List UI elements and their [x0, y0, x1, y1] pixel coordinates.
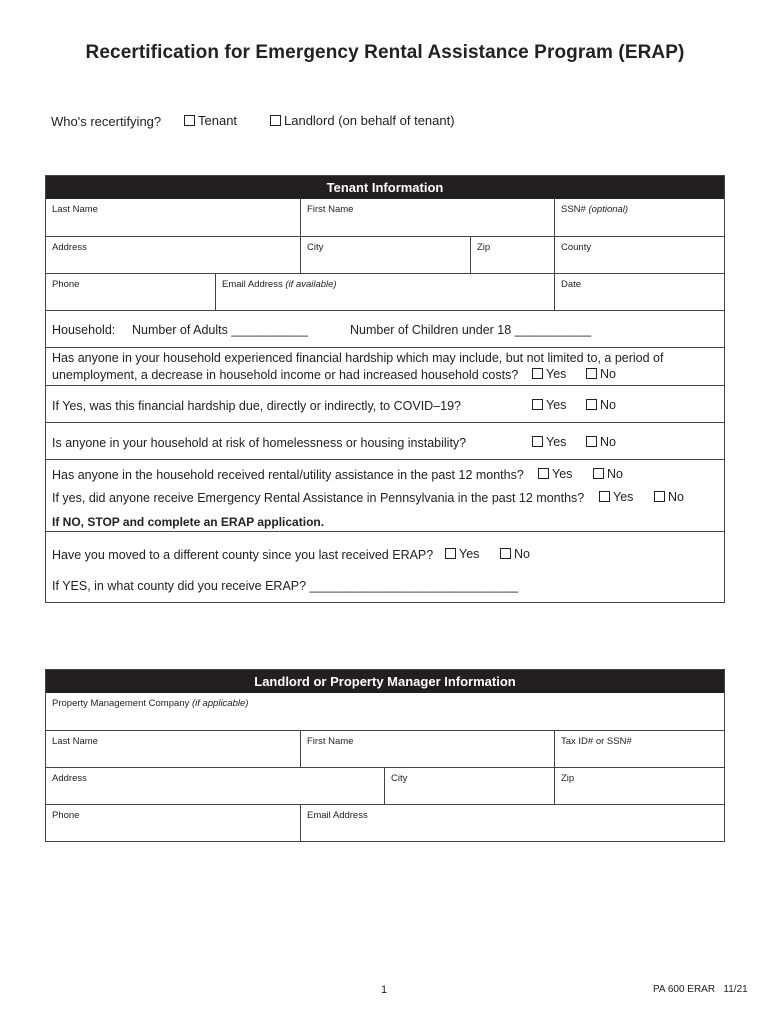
assistance-question: Has anyone in the household received rental/utility assistance in the past 12 months? [52, 468, 524, 482]
landlord-phone-field[interactable] [46, 805, 300, 841]
stop-note: If NO, STOP and complete an ERAP application. [52, 515, 325, 529]
covid-question: If Yes, was this financial hardship due, directly or indirectly, to COVID–19? [52, 399, 462, 413]
form-date-text: 11/21 [723, 984, 748, 995]
moved-no-checkbox[interactable] [500, 548, 511, 559]
county-label: County [561, 242, 592, 253]
tenant-phone-field[interactable] [46, 274, 215, 310]
form-code-text: PA 600 ERAR [653, 984, 716, 995]
hardship-question-line1: Has anyone in your household experienced financial hardship which may include, but not limited to, a period of [52, 351, 664, 365]
hardship-no-option[interactable] [586, 367, 616, 381]
first-name-label: First Name [307, 736, 354, 747]
tenant-contact-row [46, 273, 724, 310]
tenant-name-row [46, 199, 724, 236]
landlord-tax-id-field[interactable] [554, 731, 724, 767]
erap-pa-question: If yes, did anyone receive Emergency Rental Assistance in Pennsylvania in the past 12 months? [52, 491, 585, 505]
landlord-option-label: Landlord (on behalf of tenant) [284, 113, 455, 128]
assistance-yes-option[interactable] [538, 467, 572, 481]
landlord-last-name-field[interactable] [46, 731, 300, 767]
landlord-zip-field[interactable] [554, 768, 724, 804]
yes-label: Yes [613, 490, 634, 504]
tenant-information-header: Tenant Information [46, 176, 724, 199]
tenant-date-field[interactable] [554, 274, 724, 310]
yes-label: Yes [546, 435, 567, 449]
yes-label: Yes [552, 467, 573, 481]
no-label: No [607, 467, 623, 481]
number-of-adults-field[interactable]: Number of Adults ___________ [132, 323, 308, 337]
tenant-option-label: Tenant [198, 113, 238, 128]
tenant-option[interactable] [184, 113, 237, 128]
date-label: Date [561, 279, 582, 290]
tenant-first-name-field[interactable] [300, 199, 554, 236]
erap-pa-no-checkbox[interactable] [654, 491, 665, 502]
covid-no-option[interactable] [586, 398, 616, 412]
yes-label: Yes [546, 398, 567, 412]
moved-no-option[interactable] [500, 547, 530, 561]
hardship-yes-option[interactable] [532, 367, 566, 381]
homeless-yes-option[interactable] [532, 435, 566, 449]
erap-pa-no-option[interactable] [654, 490, 684, 504]
moved-question: Have you moved to a different county since you last received ERAP? [52, 548, 434, 562]
assistance-no-option[interactable] [593, 467, 623, 481]
covid-row [46, 385, 724, 422]
moved-yes-option[interactable] [445, 547, 479, 561]
city-label: City [391, 773, 408, 784]
number-of-children-field[interactable]: Number of Children under 18 ___________ [350, 323, 592, 337]
landlord-city-field[interactable] [384, 768, 554, 804]
landlord-information-header: Landlord or Property Manager Information [46, 670, 724, 693]
landlord-checkbox[interactable] [270, 115, 281, 126]
covid-no-checkbox[interactable] [586, 399, 597, 410]
no-label: No [514, 547, 530, 561]
zip-label: Zip [561, 773, 575, 784]
landlord-information-section [45, 669, 725, 842]
tenant-county-field[interactable] [554, 237, 724, 273]
city-label: City [307, 242, 324, 253]
landlord-email-field[interactable] [300, 805, 724, 841]
moved-yes-checkbox[interactable] [445, 548, 456, 559]
tenant-information-section [45, 175, 725, 603]
covid-yes-option[interactable] [532, 398, 566, 412]
tax-id-label: Tax ID# or SSN# [561, 736, 632, 747]
property-management-company-field[interactable] [46, 693, 724, 730]
address-label: Address [52, 242, 87, 253]
landlord-address-field[interactable] [46, 768, 384, 804]
hardship-row [46, 347, 724, 385]
hardship-yes-checkbox[interactable] [532, 368, 543, 379]
tenant-zip-field[interactable] [470, 237, 554, 273]
last-name-label: Last Name [52, 204, 98, 215]
hardship-question-line2: unemployment, a decrease in household income or had increased household costs? [52, 368, 519, 382]
no-label: No [600, 398, 616, 412]
no-label: No [668, 490, 684, 504]
erap-pa-yes-checkbox[interactable] [599, 491, 610, 502]
tenant-address-field[interactable] [46, 237, 300, 273]
tenant-last-name-field[interactable] [46, 199, 300, 236]
assistance-no-checkbox[interactable] [593, 468, 604, 479]
yes-label: Yes [546, 367, 567, 381]
household-label: Household: [52, 323, 116, 337]
tenant-address-row [46, 236, 724, 273]
email-label: Email Address (if available) [222, 279, 337, 290]
page-number: 1 [381, 984, 388, 996]
tenant-city-field[interactable] [300, 237, 470, 273]
phone-label: Phone [52, 810, 80, 821]
email-label: Email Address [307, 810, 368, 821]
first-name-label: First Name [307, 204, 354, 215]
company-label: Property Management Company (if applicable) [52, 698, 249, 709]
yes-label: Yes [459, 547, 480, 561]
form-title: Recertification for Emergency Rental Assistance Program (ERAP) [85, 42, 685, 63]
no-label: No [600, 367, 616, 381]
ssn-label: SSN# (optional) [561, 204, 629, 215]
form-code [653, 984, 748, 995]
landlord-option[interactable] [270, 113, 455, 128]
address-label: Address [52, 773, 87, 784]
homeless-no-checkbox[interactable] [586, 436, 597, 447]
landlord-first-name-field[interactable] [300, 731, 554, 767]
homelessness-row [46, 422, 724, 459]
landlord-contact-row [46, 804, 724, 841]
hardship-no-checkbox[interactable] [586, 368, 597, 379]
erap-pa-yes-option[interactable] [599, 490, 633, 504]
homeless-yes-checkbox[interactable] [532, 436, 543, 447]
landlord-name-row [46, 730, 724, 767]
zip-label: Zip [477, 242, 491, 253]
tenant-checkbox[interactable] [184, 115, 195, 126]
recertifying-question: Who's recertifying? [51, 114, 162, 129]
covid-yes-checkbox[interactable] [532, 399, 543, 410]
assistance-yes-checkbox[interactable] [538, 468, 549, 479]
assistance-row [46, 459, 724, 531]
homelessness-question: Is anyone in your household at risk of homelessness or housing instability? [52, 436, 467, 450]
previous-county-field[interactable]: If YES, in what county did you receive ERAP? ______________________________ [52, 579, 519, 593]
moved-row [46, 531, 724, 602]
tenant-email-field[interactable] [215, 274, 554, 310]
homeless-no-option[interactable] [586, 435, 616, 449]
tenant-ssn-field[interactable] [554, 199, 724, 236]
phone-label: Phone [52, 279, 80, 290]
landlord-company-row [46, 693, 724, 730]
last-name-label: Last Name [52, 736, 98, 747]
no-label: No [600, 435, 616, 449]
household-row [46, 310, 724, 347]
landlord-address-row [46, 767, 724, 804]
